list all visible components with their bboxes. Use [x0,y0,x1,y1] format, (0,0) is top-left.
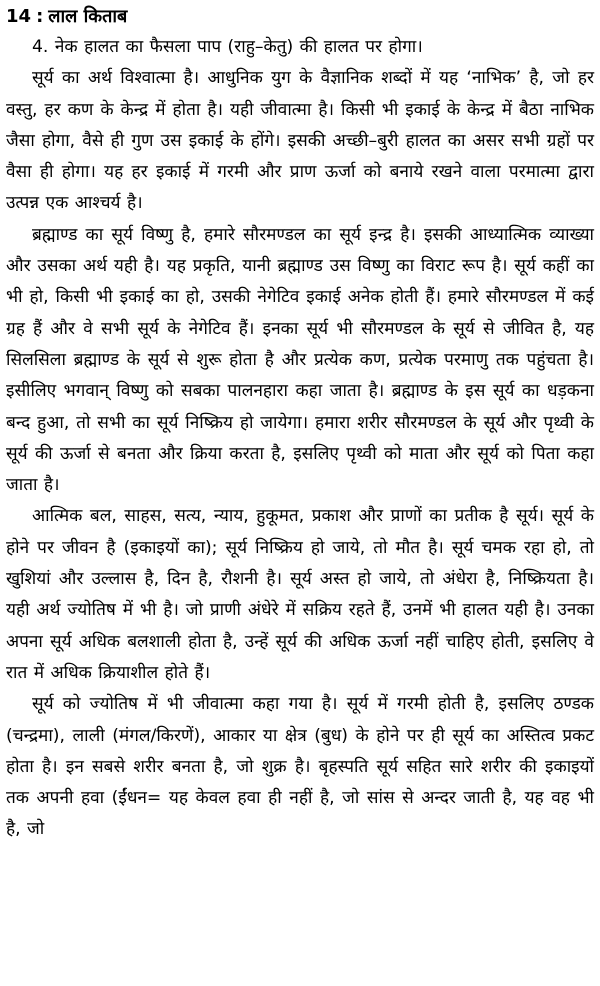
paragraph-sun-astrology: सूर्य को ज्योतिष में भी जीवात्मा कहा गया है। सूर्य में गरमी होती है, इसलिए ठण्डक (चन्द्रमा), लाली (मंगल/किरणें), आकार या क्षेत्र (बुध) के होने पर ही सूर्य का अस्तित्व प्रकट होता है। इन सबसे शरीर बनता है, जो शुक्र है। बृहस्पति सूर्य सहित सारे शरीर की इकाइयों तक अपनी हवा (ईंधन= यह केवल हवा ही नहीं है, जो सांस से अन्दर जाती है, यह वह भी है, जो [6,694,594,840]
header-separator: : [36,6,44,27]
paragraph-universe-sun: ब्रह्माण्ड का सूर्य विष्णु है, हमारे सौरमण्डल का सूर्य इन्द्र है। इसकी आध्यात्मिक व्याख्या और उसका अर्थ यही है। यह प्रकृति, यानी ब्रह्माण्ड उस विष्णु का विराट रूप है। सूर्य कहीं का भी हो, किसी भी इकाई का हो, उसकी नेगेटिव इकाई अनेक होती हैं। हमारे सौरमण्डल में कई ग्रह हैं और वे सभी सूर्य के नेगेटिव हैं। इनका सूर्य भी सौरमण्डल के सूर्य से जीवित है, यह सिलसिला ब्रह्माण्ड के सूर्य से शुरू होता है और प्रत्येक कण, प्रत्येक परमाणु तक पहुंचता है। इसीलिए भगवान् विष्णु को सबका पालनहारा कहा जाता है। ब्रह्माण्ड के इस सूर्य का धड़कना बन्द हुआ, तो सभी का सूर्य निष्क्रिय हो जायेगा। हमारा शरीर सौरमण्डल के सूर्य और पृथ्वी के सूर्य की ऊर्जा से बनता और क्रिया करता है, इसलिए पृथ्वी को माता और सूर्य को पिता कहा जाता है। [6,224,594,496]
book-title: लाल किताब [48,6,128,27]
paragraph-rule-4: 4. नेक हालत का फैसला पाप (राहु–केतु) की हालत पर होगा। [32,37,423,57]
paragraph-sun-symbol: आत्मिक बल, साहस, सत्य, न्याय, हुकूमत, प्रकाश और प्राणों का प्रतीक है सूर्य। सूर्य के होने पर जीवन है (इकाइयों का); सूर्य निष्क्रिय हो जाये, तो मौत है। सूर्य चमक रहा हो, तो खुशियां और उल्लास है, दिन है, रौशनी है। सूर्य अस्त हो जाये, तो अंधेरा है, निष्क्रियता है। यही अर्थ ज्योतिष में भी है। जो प्राणी अंधेरे में सक्रिय रहते हैं, उनमें भी हालत यही है। उनका अपना सूर्य अधिक बलशाली होता है, उन्हें सूर्य की अधिक ऊर्जा नहीं चाहिए होती, इसलिए वे रात में अधिक क्रियाशील होते हैं। [6,506,594,683]
running-header [6,2,594,32]
paragraph-sun-soul: सूर्य का अर्थ विश्वात्मा है। आधुनिक युग के वैज्ञानिक शब्दों में यह ‘नाभिक’ है, जो हर वस्तु, हर कण के केन्द्र में होता है। यही जीवात्मा है। किसी भी इकाई के केन्द्र में बैठा नाभिक जैसा होगा, वैसे ही गुण उस इकाई के होंगे। इसकी अच्छी–बुरी हालत का असर सभी ग्रहों पर वैसा ही होगा। यह हर इकाई में गरमी और प्राण ऊर्जा को बनाये रखने वाला परमात्मा द्वारा उत्पन्न एक आश्चर्य है। [6,68,594,214]
page-number: 14 [6,6,32,27]
